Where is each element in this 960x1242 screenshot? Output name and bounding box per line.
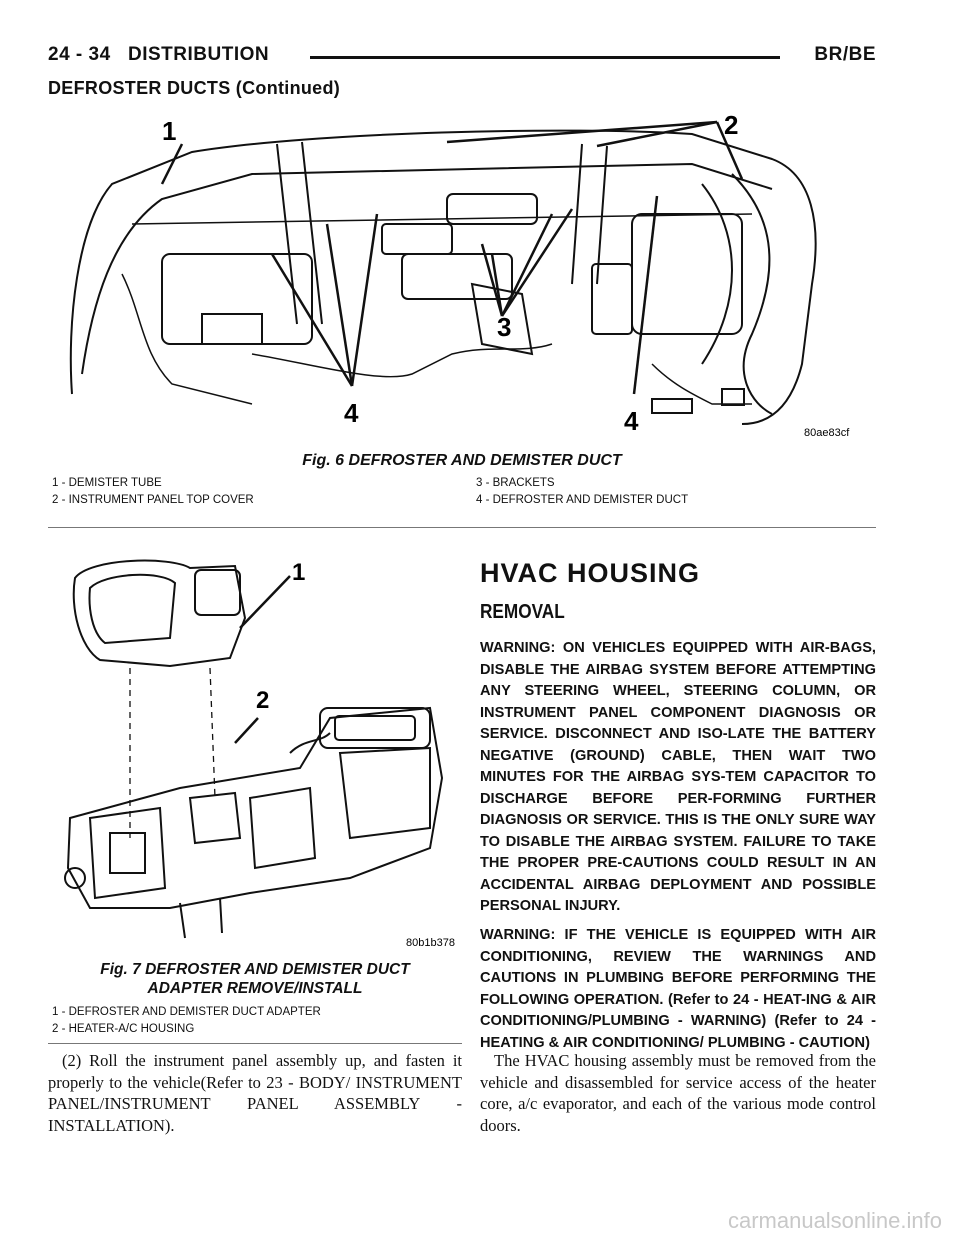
header-rule [310,56,780,59]
subsection-title: REMOVAL [480,601,565,623]
figure-7-illustration [50,548,462,952]
watermark: carmanualsonline.info [727,1208,942,1233]
figure-6-caption: Fig. 6 DEFROSTER AND DEMISTER DUCT [302,452,622,469]
model-code: BR/BE [814,44,876,65]
fig6-legend-2: 2 - INSTRUMENT PANEL TOP COVER [52,494,254,506]
fig6-callout-4b: 4 [624,406,639,436]
fig6-legend-1: 1 - DEMISTER TUBE [52,477,162,489]
airbag-warning: WARNING: ON VEHICLES EQUIPPED WITH AIR-BAGS, DISABLE THE AIRBAG SYSTEM BEFORE ATTEMPTING ANY STEERING WHEEL, STEERING COLUMN, OR INSTRUMENT PANEL COMPONENT DIAGNOSIS OR SERVICE. DISCONNECT AND ISO-LATE THE BATTERY NEGATIVE (GROUND) CABLE, THEN WAIT TWO MINUTES FOR THE AIRBAG SYS-TEM CAPACITOR TO DISCHARGE BEFORE PER-FORMING FURTHER DIAGNOSIS OR SERVICE. THIS IS THE ONLY SURE WAY TO DISABLE THE AIRBAG SYSTEM. FAILURE TO TAKE THE PROPER PRE-CAUTIONS COULD RESULT IN AN ACCIDENTAL AIRBAG DEPLOYMENT AND POSSIBLE PERSONAL INJURY. [480,640,876,914]
fig7-legend-1: 1 - DEFROSTER AND DEMISTER DUCT ADAPTER [52,1006,321,1018]
fig6-callout-2: 2 [724,110,739,140]
fig7-image-id: 80b1b378 [406,937,455,949]
hvac-removal-paragraph: The HVAC housing assembly must be removed from the vehicle and disassembled for service access of the heater core, a/c evaporator, and each of the various mode control doors. [480,1051,876,1135]
fig7-callout-2: 2 [256,687,270,714]
fig6-legend-3: 3 - BRACKETS [476,477,555,489]
ac-warning: WARNING: IF THE VEHICLE IS EQUIPPED WITH AIR CONDITIONING, REVIEW THE WARNINGS AND CAUTIONS IN PLUMBING BEFORE PERFORMING THE FOLLOWING OPERATION. (Refer to 24 - HEAT-ING & AIR CONDITIONING/PLUMBING - WARNING) (Refer to 24 - HEATING & AIR CONDITIONING/ PLUMBING - CAUTION) [480,927,876,1051]
fig6-callout-3: 3 [497,312,512,342]
fig7-callout-1: 1 [292,559,306,586]
figure-7-caption: Fig. 7 DEFROSTER AND DEMISTER DUCT ADAPTER REMOVE/INSTALL [100,961,410,997]
page-number: 24 - 34 DISTRIBUTION [48,44,270,65]
fig6-image-id: 80ae83cf [804,427,850,439]
continued-heading: DEFROSTER DUCTS (Continued) [48,78,341,98]
running-header [48,44,876,72]
section-name: DISTRIBUTION [128,44,270,65]
figure-6-illustration [52,104,872,444]
fig6-callout-1: 1 [162,116,177,146]
step-2-paragraph: (2) Roll the instrument panel assembly up, and fasten it properly to the vehicle(Refer to 23 - BODY/ INSTRUMENT PANEL/INSTRUMENT PANEL ASSEMBLY - INSTALLATION). [48,1051,462,1135]
section-title: HVAC HOUSING [480,558,701,588]
figure-divider [48,527,876,528]
figure-7-divider [48,1043,462,1044]
fig6-legend-4: 4 - DEFROSTER AND DEMISTER DUCT [476,494,689,506]
fig6-callout-4a: 4 [344,398,359,428]
fig7-legend-2: 2 - HEATER-A/C HOUSING [52,1023,195,1035]
